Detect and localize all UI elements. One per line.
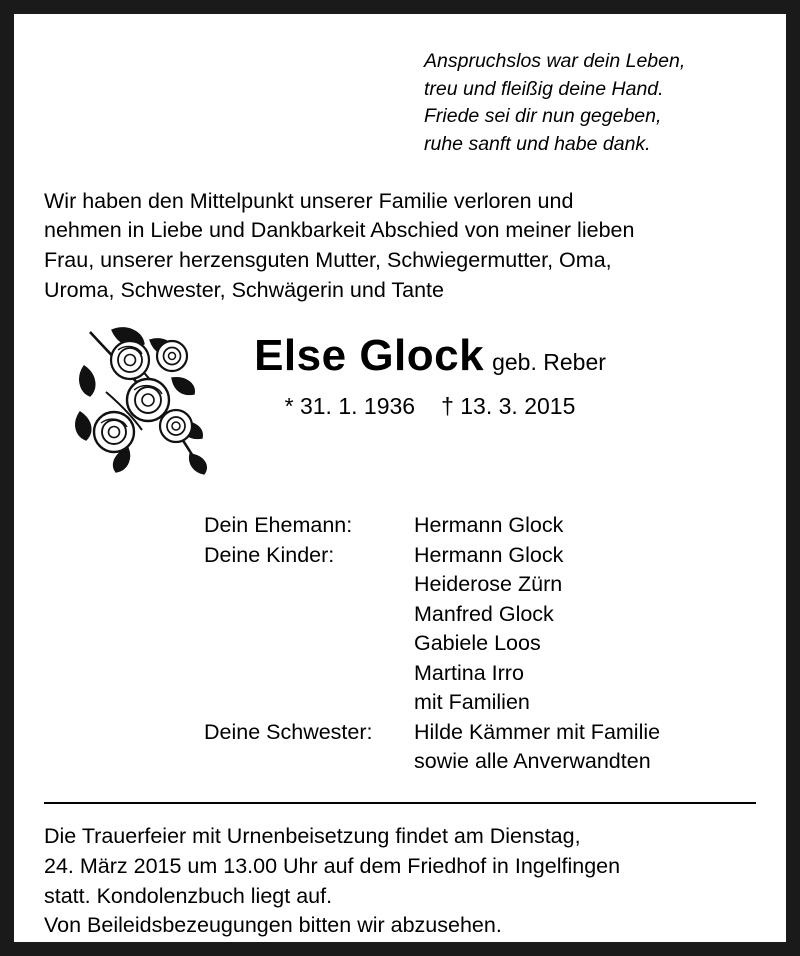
- funeral-line-1: Die Trauerfeier mit Urnenbeisetzung findet am Dienstag,: [44, 824, 581, 849]
- mourner-label: [204, 659, 414, 688]
- list-item: [204, 629, 756, 658]
- mourner-label: [204, 600, 414, 629]
- mourner-label: Dein Ehemann:: [204, 513, 353, 538]
- mourner-name: Gabiele Loos: [414, 631, 541, 656]
- mourner-name: Heiderose Zürn: [414, 572, 563, 597]
- mourner-label: [204, 629, 414, 658]
- list-item: [204, 718, 756, 747]
- intro-line-3: Frau, unserer herzensguten Mutter, Schwiegermutter, Oma,: [44, 248, 612, 273]
- mourner-label: [204, 570, 414, 599]
- list-item: [204, 688, 756, 717]
- intro-line-4: Uroma, Schwester, Schwägerin und Tante: [44, 277, 444, 302]
- mourner-name: sowie alle Anverwandten: [414, 749, 651, 773]
- mourner-name: mit Familien: [414, 690, 530, 715]
- deceased-block: [44, 331, 756, 481]
- list-item: [204, 511, 756, 540]
- verse-block: [44, 48, 756, 159]
- list-item: [204, 541, 756, 570]
- funeral-details: [44, 822, 756, 941]
- divider: [44, 802, 756, 804]
- mourners-list: [44, 511, 756, 776]
- verse-line-4: ruhe sanft und habe dank.: [424, 133, 651, 156]
- funeral-line-2: 24. März 2015 um 13.00 Uhr auf dem Friedhof in Ingelfingen: [44, 854, 621, 879]
- funeral-line-4: Von Beileidsbezeugungen bitten wir abzusehen.: [44, 913, 502, 938]
- intro-text: [44, 187, 756, 306]
- mourner-label: Deine Schwester:: [204, 719, 373, 744]
- maiden-name: geb. Reber: [492, 349, 606, 376]
- funeral-line-3: statt. Kondolenzbuch liegt auf.: [44, 883, 333, 908]
- mourner-label: [204, 688, 414, 717]
- mourner-label: [204, 747, 414, 776]
- list-item: [204, 570, 756, 599]
- birth-date: * 31. 1. 1936: [284, 393, 416, 420]
- list-item: [204, 659, 756, 688]
- verse-line-3: Friede sei dir nun gegeben,: [424, 105, 662, 128]
- mourner-name: Martina Irro: [414, 660, 524, 685]
- verse-line-1: Anspruchslos war dein Leben,: [424, 50, 686, 72]
- mourner-label: Deine Kinder:: [204, 542, 335, 567]
- mourner-name: Hermann Glock: [414, 542, 564, 567]
- mourner-name: Hermann Glock: [414, 513, 564, 538]
- list-item: [204, 747, 756, 776]
- intro-line-2: nehmen in Liebe und Dankbarkeit Abschied von meiner lieben: [44, 218, 635, 243]
- list-item: [204, 600, 756, 629]
- verse-line-2: treu und fleißig deine Hand.: [424, 77, 664, 100]
- mourner-name: Hilde Kämmer mit Familie: [414, 719, 661, 744]
- intro-line-1: Wir haben den Mittelpunkt unserer Familie verloren und: [44, 188, 574, 213]
- deceased-name: Else Glock: [254, 331, 485, 381]
- mourner-name: Manfred Glock: [414, 601, 554, 626]
- rose-branch-icon: [72, 326, 242, 476]
- death-date: † 13. 3. 2015: [441, 393, 576, 420]
